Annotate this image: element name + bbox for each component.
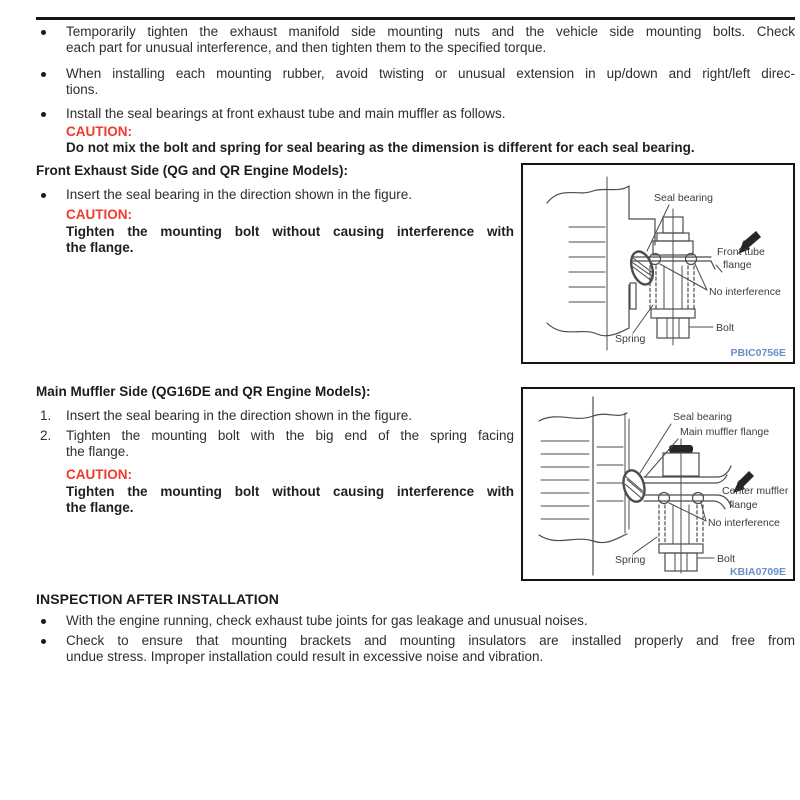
caution-text-line: the flange. bbox=[66, 500, 134, 515]
section-heading: Main Muffler Side (QG16DE and QR Engine Models): bbox=[36, 384, 371, 399]
caution-text-line: Tighten the mounting bolt without causing interference with bbox=[66, 484, 514, 499]
main-muffler-section bbox=[36, 384, 514, 516]
inspection-section bbox=[36, 591, 795, 665]
label-center-muffler-flange: flange bbox=[729, 499, 758, 511]
text-line: With the engine running, check exhaust tube joints for gas leakage and unusual noises. bbox=[66, 613, 588, 628]
label-front-tube-flange: flange bbox=[723, 259, 752, 271]
list-item bbox=[36, 633, 795, 665]
step-number: 2. bbox=[40, 428, 52, 443]
caution-text-line: Tighten the mounting bolt without causing interference with bbox=[66, 224, 514, 239]
bullet-icon bbox=[41, 619, 46, 624]
numbered-step bbox=[36, 428, 514, 460]
label-no-interference: No interference bbox=[708, 517, 780, 529]
text-line: undue stress. Improper installation could result in excessive noise and vibration. bbox=[66, 649, 544, 664]
text-line: the flange. bbox=[66, 444, 130, 459]
flange-drawing bbox=[644, 466, 731, 509]
section-heading: INSPECTION AFTER INSTALLATION bbox=[36, 591, 279, 607]
caution-label: CAUTION: bbox=[66, 467, 132, 482]
caution-label: CAUTION: bbox=[66, 124, 132, 139]
figure-main-muffler bbox=[521, 387, 795, 581]
front-exhaust-section bbox=[36, 163, 514, 256]
text-line: Check to ensure that mounting brackets and mounting insulators are installed properly and free from bbox=[66, 633, 795, 648]
list-item bbox=[36, 66, 795, 98]
seal-bearing-drawing bbox=[620, 468, 648, 504]
text-line: tions. bbox=[66, 82, 99, 97]
text-line: Tighten the mounting bolt with the big end of the spring facing bbox=[66, 428, 514, 443]
caution-text-line: Do not mix the bolt and spring for seal bearing as the dimension is different for each seal bearing. bbox=[66, 140, 695, 155]
step-text bbox=[66, 408, 514, 424]
list-item-text bbox=[66, 633, 795, 665]
bolt-assembly-drawing bbox=[659, 439, 704, 573]
bullet-icon bbox=[41, 112, 46, 117]
label-no-interference: No interference bbox=[709, 286, 781, 298]
list-item-text bbox=[66, 66, 795, 98]
numbered-step bbox=[36, 408, 514, 424]
caution-block bbox=[66, 207, 514, 256]
label-spring: Spring bbox=[615, 333, 646, 345]
section-heading: Front Exhaust Side (QG and QR Engine Models): bbox=[36, 163, 349, 178]
text-line: Insert the seal bearing in the direction shown in the figure. bbox=[66, 187, 412, 202]
step-number: 1. bbox=[40, 408, 52, 423]
top-rule bbox=[36, 17, 795, 20]
bullet-icon bbox=[41, 193, 46, 198]
front-exhaust-diagram bbox=[523, 165, 792, 361]
bullet-icon bbox=[41, 30, 46, 35]
text-line: Install the seal bearings at front exhaust tube and main muffler as follows. bbox=[66, 106, 506, 121]
figure-code: PBIC0756E bbox=[730, 347, 786, 359]
bullet-icon bbox=[41, 72, 46, 77]
label-bolt: Bolt bbox=[717, 553, 736, 565]
caution-label: CAUTION: bbox=[66, 207, 132, 222]
list-item bbox=[36, 187, 514, 203]
main-muffler-diagram bbox=[523, 389, 792, 578]
caution-block bbox=[66, 467, 514, 516]
text-line: Temporarily tighten the exhaust manifold side mounting nuts and the vehicle side mounting bolts. Check bbox=[66, 24, 795, 39]
label-center-muffler-flange: Center muffler bbox=[722, 485, 789, 497]
list-item bbox=[36, 106, 795, 122]
list-item-text bbox=[66, 187, 514, 203]
bullet-icon bbox=[41, 639, 46, 644]
figure-code: KBIA0709E bbox=[729, 566, 786, 578]
label-seal-bearing: Seal bearing bbox=[673, 411, 732, 423]
list-item bbox=[36, 613, 795, 629]
caution-text-line: the flange. bbox=[66, 240, 134, 255]
list-item bbox=[36, 24, 795, 56]
caution-block bbox=[66, 124, 795, 156]
label-main-muffler-flange: Main muffler flange bbox=[680, 426, 770, 438]
pipe-drawing bbox=[539, 397, 629, 575]
list-item-text bbox=[66, 613, 795, 629]
label-seal-bearing: Seal bearing bbox=[654, 192, 713, 204]
text-line: Insert the seal bearing in the direction shown in the figure. bbox=[66, 408, 412, 423]
intro-section bbox=[36, 24, 795, 156]
label-bolt: Bolt bbox=[716, 322, 735, 334]
list-item-text bbox=[66, 24, 795, 56]
figure-front-exhaust bbox=[521, 163, 795, 364]
label-spring: Spring bbox=[615, 554, 646, 566]
list-item-text bbox=[66, 106, 795, 122]
step-text bbox=[66, 428, 514, 460]
label-front-tube-flange: Front tube bbox=[717, 246, 765, 258]
text-line: When installing each mounting rubber, avoid twisting or unusual extension in up/down and right/left direc- bbox=[66, 66, 795, 81]
text-line: each part for unusual interference, and then tighten them to the specified torque. bbox=[66, 40, 547, 55]
